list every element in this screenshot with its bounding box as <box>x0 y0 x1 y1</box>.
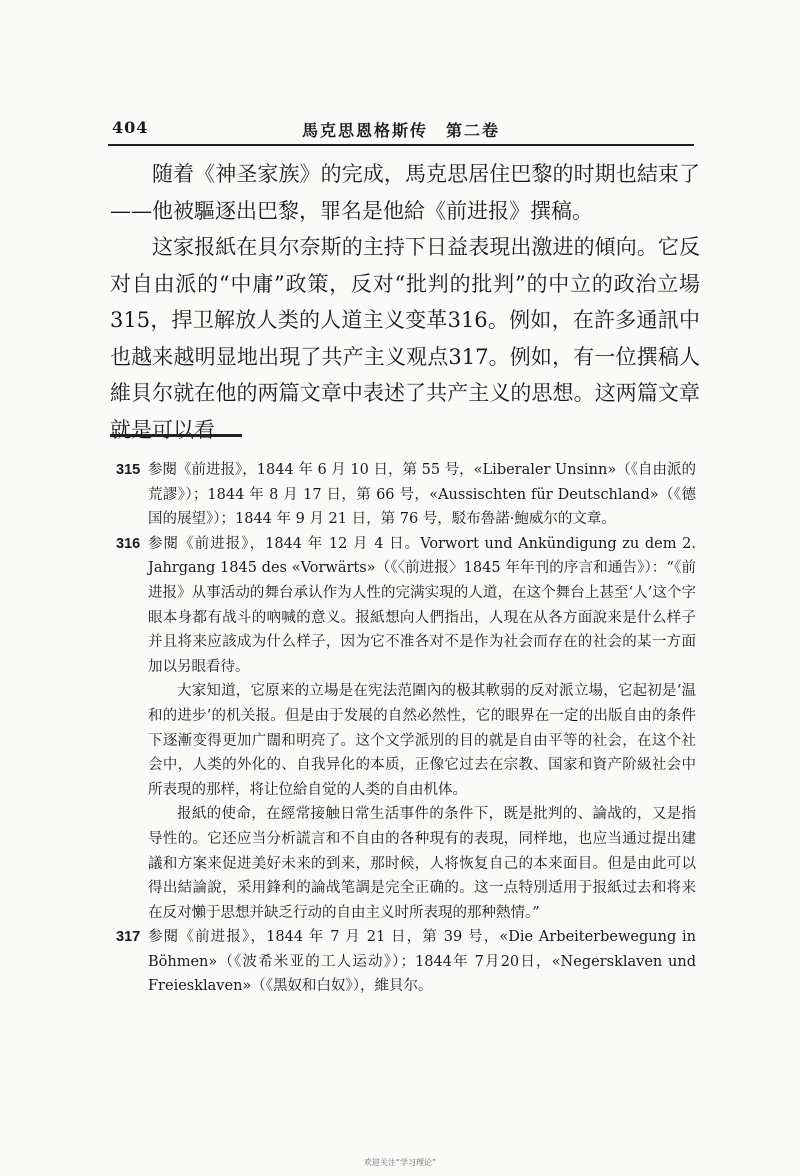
page-header <box>110 118 692 142</box>
footnotes <box>116 458 696 999</box>
footnote-text: 参閱《前进报》，1844 年 7 月 21 日，第 39 号，«Die Arbeiterbewegung in Böhmen»（《波希米亚的工人运动》）；1844年 7月20日，«Negersklaven und Freiesklaven»（《黑奴和白奴》），維貝尔。 <box>148 929 696 995</box>
footnote-316 <box>116 532 696 926</box>
footnote-number: 315 <box>116 462 141 478</box>
footnote-text: 大家知道，它原来的立場是在宪法范圍內的极其軟弱的反对派立場，它起初是‘温和的进步’的机关报。但是由于发展的自然必然性，它的眼界在一定的出版自由的条件下逐漸变得更加广闊和明亮了。这个文学派別的目的就是自由平等的社会，在这个社会中，人类的外化的、自我异化的本质，正像它过去在宗教、国家和資产阶級社会中所表現的那样，将让位給自觉的人类的自由机体。 <box>148 683 696 798</box>
body-paragraph: 随着《神圣家族》的完成，馬克思居住巴黎的时期也結束了——他被驅逐出巴黎，罪名是他給《前进报》撰稿。 <box>110 162 700 223</box>
footnote-separator <box>110 434 242 437</box>
footnote-315 <box>116 458 696 532</box>
footnote-text: 参閱《前进报》，1844 年 12 月 4 日。Vorwort und Ankündigung zu dem 2. Jahrgang 1845 des «Vorwärts»（《〈前进报〉1845 年年刊的序言和通告》）：“《前进报》从事活动的舞台承认作为人性的完满实現的人道，在这个舞台上甚至‘人’这个字眼本身都有战斗的吶喊的意义。报紙想向人們指出，人現在从各方面說来是什么样子并且将来应該成为什么样子，因为它不准各对不是作为社会而存在的社会的某一方面加以另眼看待。 <box>148 535 696 675</box>
footnote-317 <box>116 925 696 999</box>
footnote-text: 参閱《前进报》，1844 年 6 月 10 日，第 55 号，«Liberaler Unsinn»（《自由派的荒謬》）；1844 年 8 月 17 日，第 66 号，«Aussischten für Deutschland»（《德国的展望》）；1844 年 9 月 21 日，第 76 号，駁布魯諾·鮑威尔的文章。 <box>148 462 696 528</box>
main-text <box>110 156 700 448</box>
page-number: 404 <box>112 118 149 137</box>
footnote-number: 317 <box>116 929 141 946</box>
footnote-number: 316 <box>116 535 141 552</box>
body-paragraph: 这家报紙在貝尔奈斯的主持下日益表現出激进的傾向。它反对自由派的“中庸”政策，反对“批判的批判”的中立的政治立場315，捍卫解放人类的人道主义变革316。例如，在許多通訊中也越来越明显地出現了共产主义观点317。例如，有一位撰稿人維貝尔就在他的两篇文章中表述了共产主义的思想。这两篇文章就是可以看 <box>110 235 700 442</box>
footnote-text: 报紙的使命，在經常接触日常生活事件的条件下，既是批判的、論战的，又是指导性的。它还应当分析謊言和不自由的各种現有的表現，同样地，也应当通过提出建議和方案来促进美好未来的到来，那时候，人将恢复自己的本来面目。但是由此可以得出結論說，采用鋒利的論战笔調是完全正确的。这一点特別适用于报紙过去和将来在反对懶于思想并缺乏行动的自由主义时所表現的那种熱情。” <box>148 806 696 921</box>
header-rule <box>108 144 694 146</box>
watermark-caption: 欢迎关注“学习理论” <box>363 1158 437 1167</box>
running-title: 馬克思恩格斯传 第二卷 <box>301 121 500 140</box>
